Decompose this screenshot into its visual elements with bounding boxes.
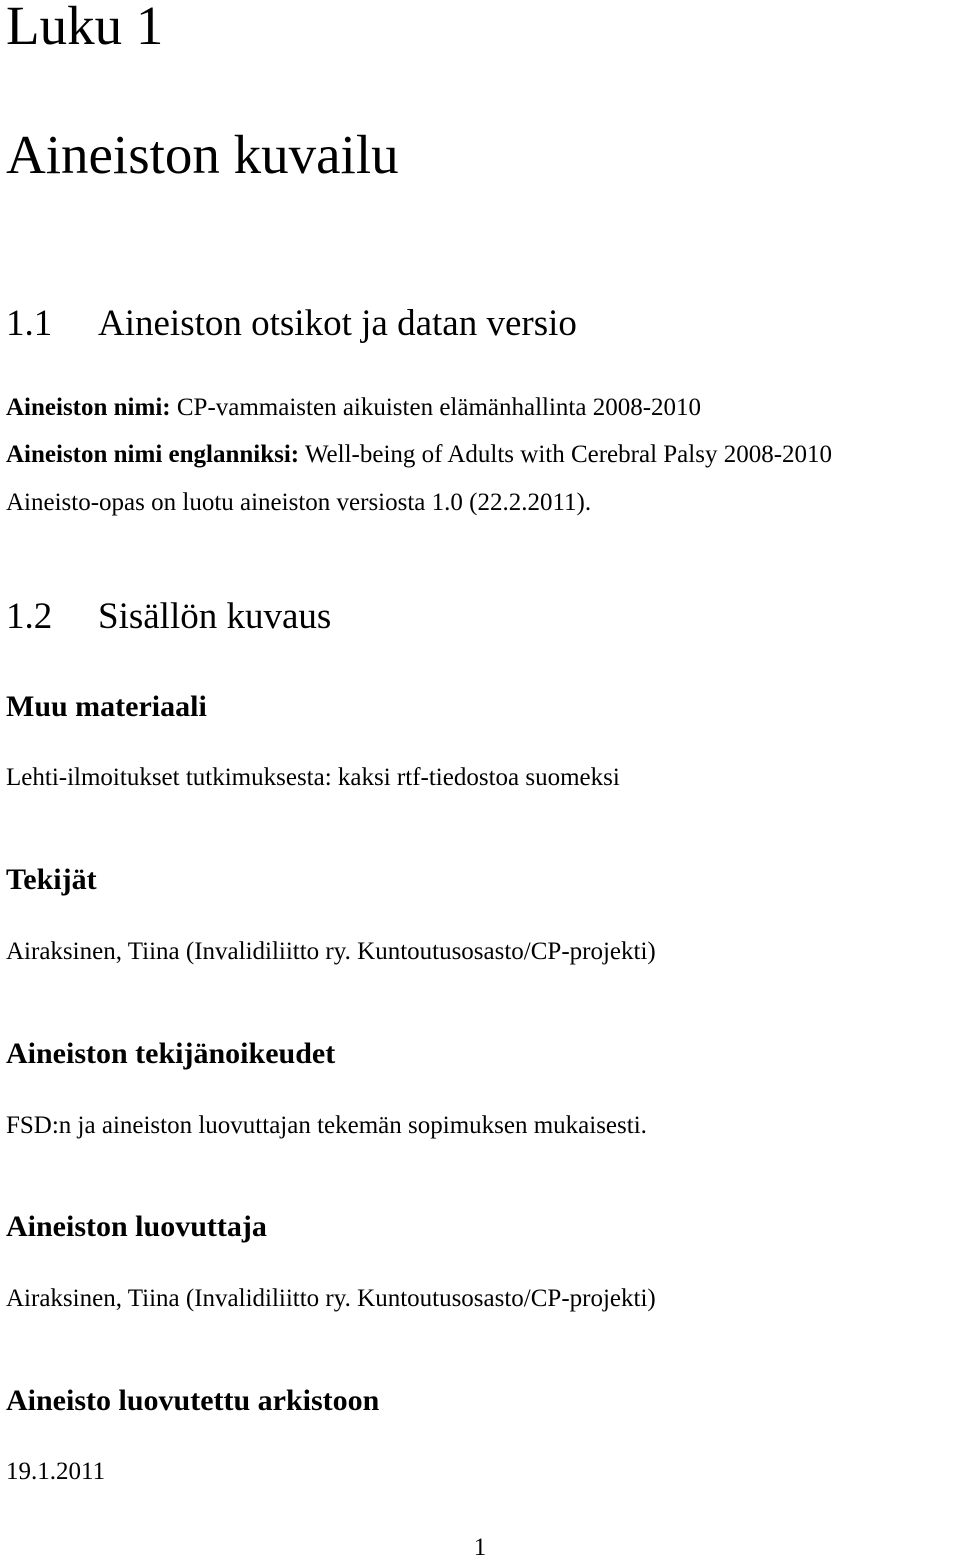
section-heading-content-description (6, 598, 331, 635)
dataset-name-value: CP-vammaisten aikuisten elämänhallinta 2008-2010 (170, 394, 702, 421)
dataset-english-name-value: Well-being of Adults with Cerebral Palsy 2008-2010 (299, 441, 833, 468)
dataset-english-name-label: Aineiston nimi englanniksi: (6, 441, 300, 468)
chapter-label: Luku 1 (6, 0, 164, 56)
section-heading-titles-version (6, 305, 577, 342)
copyright-heading: Aineiston tekijänoikeudet (6, 1037, 336, 1070)
depositor-text: Airaksinen, Tiina (Invalidiliitto ry. Kuntoutusosasto/CP-projekti) (6, 1285, 656, 1312)
copyright-text: FSD:n ja aineiston luovuttajan tekemän sopimuksen mukaisesti. (6, 1112, 647, 1139)
page-number: 1 (473, 1534, 487, 1561)
archived-date-text: 19.1.2011 (6, 1458, 106, 1485)
section-title: Aineiston otsikot ja datan versio (98, 303, 577, 344)
depositor-heading: Aineiston luovuttaja (6, 1210, 267, 1243)
dataset-name-label: Aineiston nimi: (6, 394, 171, 421)
authors-text: Airaksinen, Tiina (Invalidiliitto ry. Kuntoutusosasto/CP-projekti) (6, 938, 656, 965)
chapter-title: Aineiston kuvailu (6, 124, 399, 185)
other-material-text: Lehti-ilmoitukset tutkimuksesta: kaksi rtf-tiedostoa suomeksi (6, 764, 620, 791)
section-number: 1.2 (6, 596, 53, 637)
authors-heading: Tekijät (6, 863, 97, 896)
dataset-english-name-line (6, 442, 832, 467)
section-title: Sisällön kuvaus (98, 596, 332, 637)
dataset-name-line (6, 395, 701, 420)
section-number: 1.1 (6, 303, 53, 344)
archived-date-heading: Aineisto luovutettu arkistoon (6, 1384, 380, 1417)
other-material-heading: Muu materiaali (6, 690, 207, 723)
version-note: Aineisto-opas on luotu aineiston versiosta 1.0 (22.2.2011). (6, 489, 592, 516)
